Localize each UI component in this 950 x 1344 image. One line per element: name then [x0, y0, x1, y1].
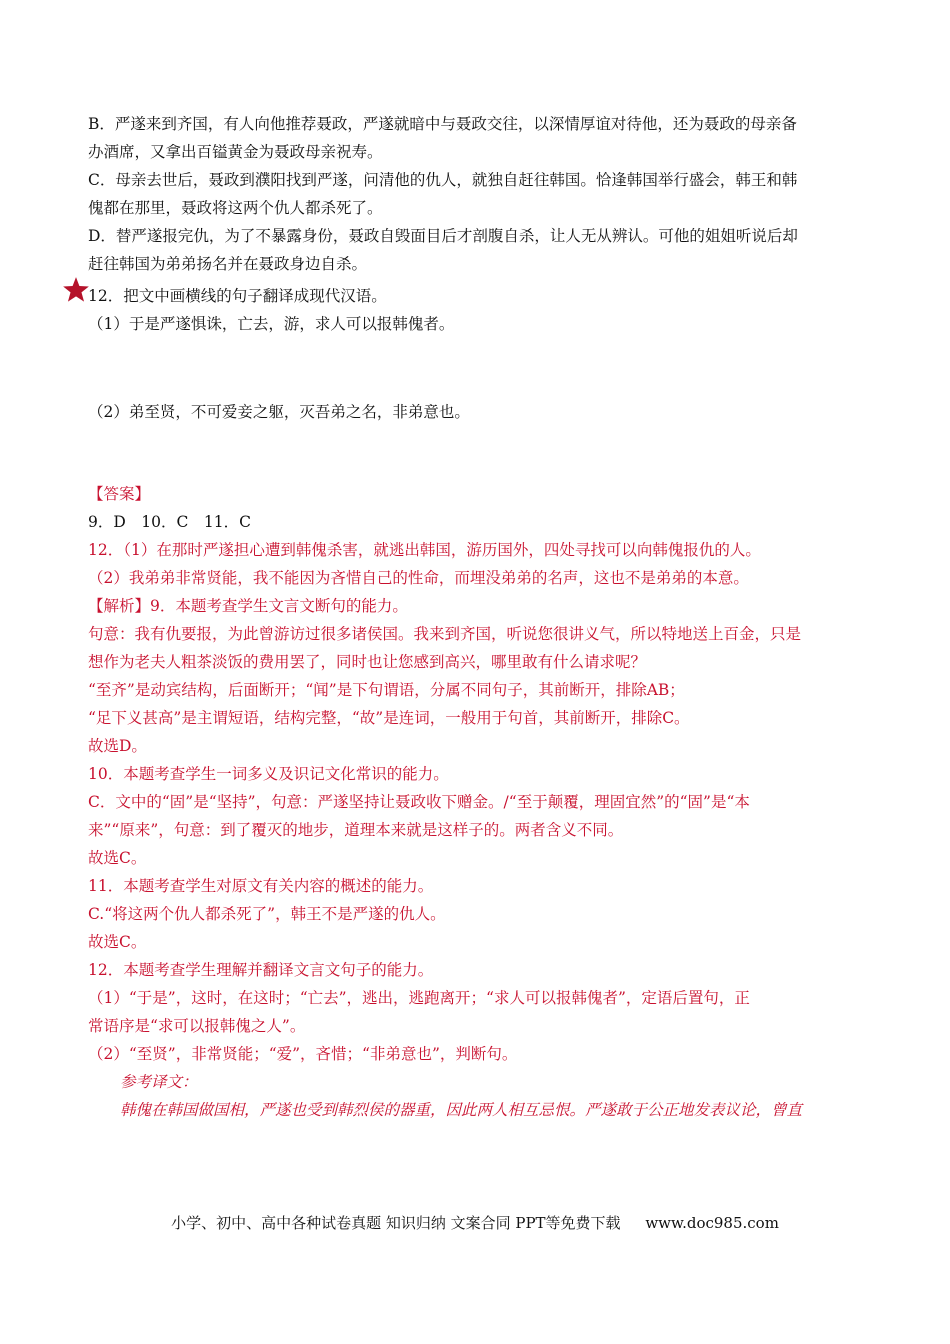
reference-translation-body: 韩傀在韩国做国相，严遂也受到韩烈侯的器重，因此两人相互忌恨。严遂敢于公正地发表议论，曾直: [120, 1101, 803, 1119]
option-c-line1: C．母亲去世后，聂政到濮阳找到严遂，问清他的仇人，就独自赶往韩国。恰逢韩国举行盛会，韩王和韩: [88, 171, 798, 189]
q9-line2: “足下义甚高”是主谓短语，结构完整，“故”是连词，一般用于句首，其前断开，排除C。: [88, 709, 690, 727]
q12-p1-line2: 常语序是“求可以报韩傀之人”。: [88, 1017, 306, 1035]
question-12-sentence-1: （1）于是严遂惧诛，亡去，游，求人可以报韩傀者。: [88, 315, 455, 333]
option-c-line2: 傀都在那里，聂政将这两个仇人都杀死了。: [88, 199, 383, 217]
answer-label: 【答案】: [88, 485, 151, 503]
q10-pick: 故选C。: [88, 849, 147, 867]
answer-12-2: （2）我弟弟非常贤能，我不能因为吝惜自己的性命，而埋没弟弟的名声，这也不是弟弟的本意。: [88, 569, 749, 587]
q9-meaning-line1: 句意：我有仇要报，为此曾游访过很多诸侯国。我来到齐国，听说您很讲义气，所以特地送上百金，只是: [88, 625, 802, 643]
option-b-line1: B．严遂来到齐国，有人向他推荐聂政，严遂就暗中与聂政交往，以深情厚谊对待他，还为聂政的母亲备: [88, 115, 797, 133]
q11-title: 11．本题考查学生对原文有关内容的概述的能力。: [88, 877, 434, 895]
q12-title: 12．本题考查学生理解并翻译文言文句子的能力。: [88, 961, 434, 979]
q9-pick: 故选D。: [88, 737, 147, 755]
answer-12-1: 12．（1）在那时严遂担心遭到韩傀杀害，就逃出韩国，游历国外，四处寻找可以向韩傀报仇的人。: [88, 541, 761, 559]
option-d-line2: 赶往韩国为弟弟扬名并在聂政身边自杀。: [88, 255, 368, 273]
q12-p1-line1: （1）“于是”，这时，在这时；“亡去”，逃出，逃跑离开；“求人可以报韩傀者”，定语后置句，正: [88, 989, 750, 1007]
q11-pick: 故选C。: [88, 933, 147, 951]
answer-choices: 9．D 10．C 11．C: [88, 513, 251, 531]
q9-line1: “至齐”是动宾结构，后面断开；“闻”是下句谓语，分属不同句子，其前断开，排除AB；: [88, 681, 685, 699]
q10-body-line2: 来”“原来”，句意：到了覆灭的地步，道理本来就是这样子的。两者含义不同。: [88, 821, 624, 839]
q11-body: C.“将这两个仇人都杀死了”，韩王不是严遂的仇人。: [88, 905, 446, 923]
q10-body-line1: C．文中的“固”是“坚持”，句意：严遂坚持让聂政收下赠金。/“至于颠覆，理固宜然”的“固”是“本: [88, 793, 750, 811]
star-icon: [62, 276, 90, 304]
question-12-sentence-2: （2）弟至贤，不可爱妾之躯，灭吾弟之名，非弟意也。: [88, 403, 470, 421]
page-footer: [0, 1212, 950, 1233]
analysis-label: [88, 592, 868, 620]
question-12-title-text: 12．把文中画横线的句子翻译成现代汉语。: [88, 287, 387, 305]
document-page: [88, 110, 868, 1124]
q10-title: 10．本题考查学生一词多义及识记文化常识的能力。: [88, 765, 449, 783]
footer-url[interactable]: www.doc985.com: [645, 1214, 779, 1232]
analysis-heading: 【解析】9．本题考查学生文言文断句的能力。: [88, 597, 408, 615]
question-12-title: [66, 282, 868, 310]
option-b-line2: 办酒席，又拿出百镒黄金为聂政母亲祝寿。: [88, 143, 383, 161]
option-d-line1: D．替严遂报完仇，为了不暴露身份，聂政自毁面目后才剖腹自杀，让人无从辨认。可他的姐姐听说后却: [88, 227, 798, 245]
reference-translation-label: 参考译文：: [120, 1073, 198, 1091]
footer-text: 小学、初中、高中各种试卷真题 知识归纳 文案合同 PPT等免费下载: [171, 1214, 621, 1232]
q9-meaning-line2: 想作为老夫人粗茶淡饭的费用罢了，同时也让您感到高兴，哪里敢有什么请求呢？: [88, 653, 647, 671]
q12-p2: （2）“至贤”，非常贤能；“爱”，吝惜；“非弟意也”，判断句。: [88, 1045, 518, 1063]
